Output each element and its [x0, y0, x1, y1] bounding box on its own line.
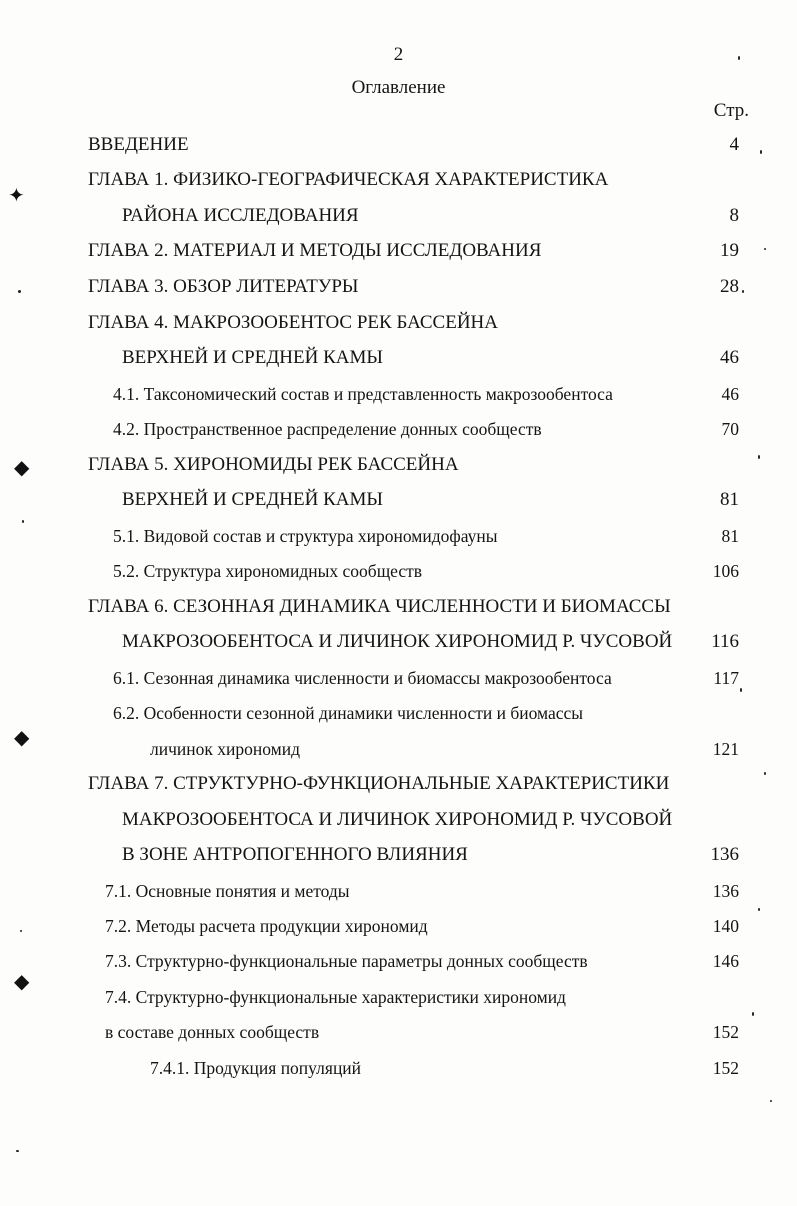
toc-entry — [113, 663, 739, 693]
toc-entry — [113, 556, 739, 586]
toc-entry-page: 28 — [720, 276, 739, 297]
toc-entry-page: 106 — [712, 561, 739, 581]
scan-speck — [752, 1012, 754, 1016]
toc-entry — [88, 592, 739, 622]
toc-entry-page: 117 — [713, 668, 739, 688]
toc-entry-text: ВЕРХНЕЙ И СРЕДНЕЙ КАМЫ — [122, 347, 383, 368]
toc-entry — [88, 272, 739, 302]
toc-entry — [113, 414, 739, 444]
toc-entry-text: МАКРОЗООБЕНТОСА И ЛИЧИНОК ХИРОНОМИД Р. ЧУСОВОЙ — [122, 809, 673, 830]
toc-entry-text: ГЛАВА 4. МАКРОЗООБЕНТОС РЕК БАССЕЙНА — [88, 312, 498, 333]
toc-entry — [88, 165, 739, 195]
toc-entry-page: 146 — [712, 951, 739, 971]
toc-entry-text: 7.4. Структурно-функциональные характеристики хирономид — [105, 987, 566, 1007]
scan-speck — [740, 688, 742, 692]
toc-entry — [113, 698, 739, 728]
toc-entry-page: 70 — [721, 419, 739, 439]
toc-entry-page: 46 — [720, 347, 739, 368]
toc-entry-text: РАЙОНА ИССЛЕДОВАНИЯ — [122, 205, 359, 226]
toc-entry — [105, 982, 739, 1012]
toc-entry — [150, 1053, 739, 1083]
scan-speck — [738, 56, 740, 60]
scan-speck — [758, 908, 760, 911]
toc-entry-text: в составе донных сообществ — [105, 1022, 320, 1042]
toc-entry-text: ВВЕДЕНИЕ — [88, 134, 189, 155]
toc-entry-page: 140 — [712, 916, 739, 936]
toc-entry — [150, 734, 739, 764]
toc-entry-text: личинок хирономид — [150, 739, 300, 759]
toc-entry-text: 5.1. Видовой состав и структура хирономидофауны — [113, 526, 498, 546]
scan-speck — [760, 150, 762, 154]
toc-entry-page: 81 — [720, 489, 739, 510]
toc-entry — [113, 379, 739, 409]
scan-speck — [742, 290, 744, 293]
toc-entry — [88, 308, 739, 338]
toc-entry-text: 5.2. Структура хирономидных сообществ — [113, 561, 423, 581]
scan-speck — [770, 1100, 772, 1102]
toc-entry — [122, 343, 739, 373]
scan-speck — [764, 248, 766, 250]
toc-entry-text: 4.2. Пространственное распределение донных сообществ — [113, 419, 542, 439]
scan-speck — [22, 520, 24, 523]
toc-entry-text: ВЕРХНЕЙ И СРЕДНЕЙ КАМЫ — [122, 489, 383, 510]
toc-entry — [105, 911, 739, 941]
scan-blot: ✦ — [8, 185, 25, 207]
toc-entry-text: 7.3. Структурно-функциональные параметры донных сообществ — [105, 951, 588, 971]
toc-entry-page: 136 — [710, 844, 739, 865]
scan-speck — [16, 1150, 19, 1152]
toc-entry — [105, 1017, 739, 1047]
scan-blot: ◆ — [14, 457, 30, 479]
toc-entry — [105, 876, 739, 906]
toc-entry-text: ГЛАВА 2. МАТЕРИАЛ И МЕТОДЫ ИССЛЕДОВАНИЯ — [88, 240, 542, 261]
toc-entry-text: 6.1. Сезонная динамика численности и биомассы макрозообентоса — [113, 668, 612, 688]
toc-entry — [88, 450, 739, 480]
toc-entry — [122, 840, 739, 870]
scan-speck — [18, 290, 21, 293]
toc-entry-text: В ЗОНЕ АНТРОПОГЕННОГО ВЛИЯНИЯ — [122, 844, 468, 865]
toc-entry — [88, 236, 739, 266]
toc-entry-text: 7.4.1. Продукция популяций — [150, 1058, 362, 1078]
toc-entry-page: 8 — [729, 205, 739, 226]
toc-entry-text: 6.2. Особенности сезонной динамики численности и биомассы — [113, 703, 584, 723]
scan-speck — [764, 772, 766, 775]
page-number: 2 — [393, 44, 404, 65]
toc-entry-text: ГЛАВА 6. СЕЗОННАЯ ДИНАМИКА ЧИСЛЕННОСТИ И БИОМАССЫ — [88, 596, 671, 617]
page-column-header: Стр. — [713, 100, 749, 121]
scan-blot: ◆ — [14, 727, 30, 749]
toc-entry-text: 7.2. Методы расчета продукции хирономид — [105, 916, 428, 936]
toc-entry — [122, 627, 739, 657]
toc-entry-text: ГЛАВА 1. ФИЗИКО-ГЕОГРАФИЧЕСКАЯ ХАРАКТЕРИСТИКА — [88, 169, 609, 190]
toc-entry — [122, 201, 739, 231]
toc-entry-page: 116 — [711, 631, 739, 652]
toc-entry — [105, 946, 739, 976]
toc-entry — [122, 805, 739, 835]
toc-entry — [122, 485, 739, 515]
toc-entry — [88, 130, 739, 160]
toc-entry — [88, 769, 739, 799]
toc-entry-page: 81 — [721, 526, 739, 546]
toc-entry-page: 121 — [712, 739, 739, 759]
toc-entry-page: 152 — [712, 1022, 739, 1042]
toc-title: Оглавление — [351, 77, 446, 98]
scan-speck — [758, 455, 760, 459]
toc-entry-page: 4 — [729, 134, 739, 155]
toc-entry-text: ГЛАВА 3. ОБЗОР ЛИТЕРАТУРЫ — [88, 276, 359, 297]
toc-entry-text: ГЛАВА 7. СТРУКТУРНО-ФУНКЦИОНАЛЬНЫЕ ХАРАКТЕРИСТИКИ — [88, 773, 670, 794]
toc-entry — [113, 521, 739, 551]
toc-entry-page: 136 — [712, 881, 739, 901]
toc-entry-text: МАКРОЗООБЕНТОСА И ЛИЧИНОК ХИРОНОМИД Р. ЧУСОВОЙ — [122, 631, 673, 652]
toc-entry-text: 7.1. Основные понятия и методы — [105, 881, 350, 901]
scan-speck — [20, 930, 22, 932]
scan-blot: ◆ — [14, 971, 30, 993]
toc-entry-page: 19 — [720, 240, 739, 261]
toc-entry-page: 152 — [712, 1058, 739, 1078]
toc-entry-text: 4.1. Таксономический состав и представленность макрозообентоса — [113, 384, 613, 404]
toc-entry-page: 46 — [721, 384, 739, 404]
toc-entry-text: ГЛАВА 5. ХИРОНОМИДЫ РЕК БАССЕЙНА — [88, 454, 459, 475]
